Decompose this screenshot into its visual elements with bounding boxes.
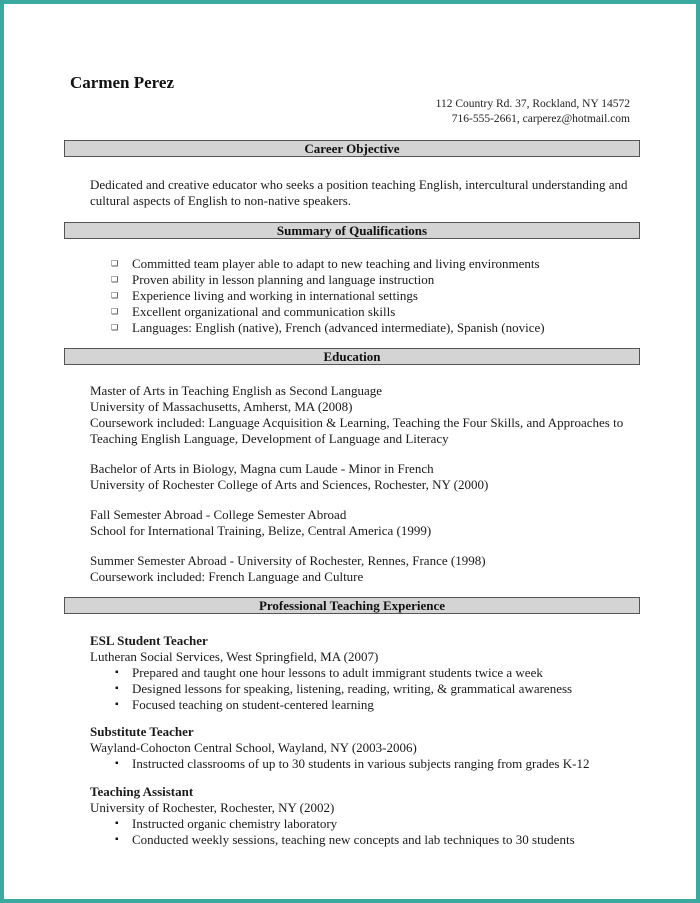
square-bullet-icon: ▪	[115, 667, 119, 678]
education-line: Teaching English Language, Development of Language and Literacy	[90, 431, 449, 446]
section-header-experience: Professional Teaching Experience	[64, 597, 640, 614]
checkbox-bullet-icon: ❑	[111, 259, 119, 268]
job-bullet: Designed lessons for speaking, listening, reading, writing, & grammatical awareness	[132, 681, 573, 696]
square-bullet-icon: ▪	[115, 699, 119, 710]
job-bullet: Focused teaching on student-centered learning	[132, 697, 374, 712]
square-bullet-icon: ▪	[115, 683, 119, 694]
checkbox-bullet-icon: ❑	[111, 323, 119, 332]
education-line: Master of Arts in Teaching English as Second Language	[90, 383, 383, 398]
education-line: Coursework included: Language Acquisition & Learning, Teaching the Four Skills, and Approaches to	[90, 415, 624, 430]
square-bullet-icon: ▪	[115, 818, 119, 829]
qualification-item: Excellent organizational and communication skills	[132, 304, 396, 319]
job-title: ESL Student Teacher	[90, 633, 208, 648]
section-header-career-objective: Career Objective	[64, 140, 640, 157]
job-bullet: Prepared and taught one hour lessons to adult immigrant students twice a week	[132, 665, 543, 680]
education-line: University of Massachusetts, Amherst, MA (2008)	[90, 399, 353, 414]
qualification-item: Experience living and working in international settings	[132, 288, 418, 303]
checkbox-bullet-icon: ❑	[111, 291, 119, 300]
section-header-education: Education	[64, 348, 640, 365]
qualification-item: Proven ability in lesson planning and language instruction	[132, 272, 435, 287]
objective-line: cultural aspects of English to non-native speakers.	[90, 193, 352, 208]
job-bullet: Instructed classrooms of up to 30 students in various subjects ranging from grades K-12	[132, 756, 590, 771]
education-line: Bachelor of Arts in Biology, Magna cum Laude - Minor in French	[90, 461, 434, 476]
qualification-item: Languages: English (native), French (advanced intermediate), Spanish (novice)	[132, 320, 545, 335]
job-bullet: Instructed organic chemistry laboratory	[132, 816, 338, 831]
job-organization: Lutheran Social Services, West Springfield, MA (2007)	[90, 649, 379, 664]
job-title: Teaching Assistant	[90, 784, 194, 799]
phone-email-line: 716-555-2661, carperez@hotmail.com	[451, 113, 630, 125]
resume-page	[4, 4, 696, 899]
candidate-name: Carmen Perez	[70, 73, 174, 92]
education-line: School for International Training, Belize, Central America (1999)	[90, 523, 432, 538]
job-organization: University of Rochester, Rochester, NY (2002)	[90, 800, 335, 815]
education-line: Coursework included: French Language and Culture	[90, 569, 364, 584]
qualification-item: Committed team player able to adapt to new teaching and living environments	[132, 256, 540, 271]
objective-line: Dedicated and creative educator who seeks a position teaching English, intercultural understanding and	[90, 177, 628, 192]
checkbox-bullet-icon: ❑	[111, 275, 119, 284]
address-line: 112 Country Rd. 37, Rockland, NY 14572	[435, 98, 630, 110]
job-bullet: Conducted weekly sessions, teaching new concepts and lab techniques to 30 students	[132, 832, 575, 847]
education-line: Summer Semester Abroad - University of Rochester, Rennes, France (1998)	[90, 553, 486, 568]
education-line: Fall Semester Abroad - College Semester Abroad	[90, 507, 347, 522]
job-title: Substitute Teacher	[90, 724, 194, 739]
square-bullet-icon: ▪	[115, 834, 119, 845]
square-bullet-icon: ▪	[115, 758, 119, 769]
checkbox-bullet-icon: ❑	[111, 307, 119, 316]
education-line: University of Rochester College of Arts and Sciences, Rochester, NY (2000)	[90, 477, 489, 492]
section-header-qualifications: Summary of Qualifications	[64, 222, 640, 239]
job-organization: Wayland-Cohocton Central School, Wayland, NY (2003-2006)	[90, 740, 417, 755]
